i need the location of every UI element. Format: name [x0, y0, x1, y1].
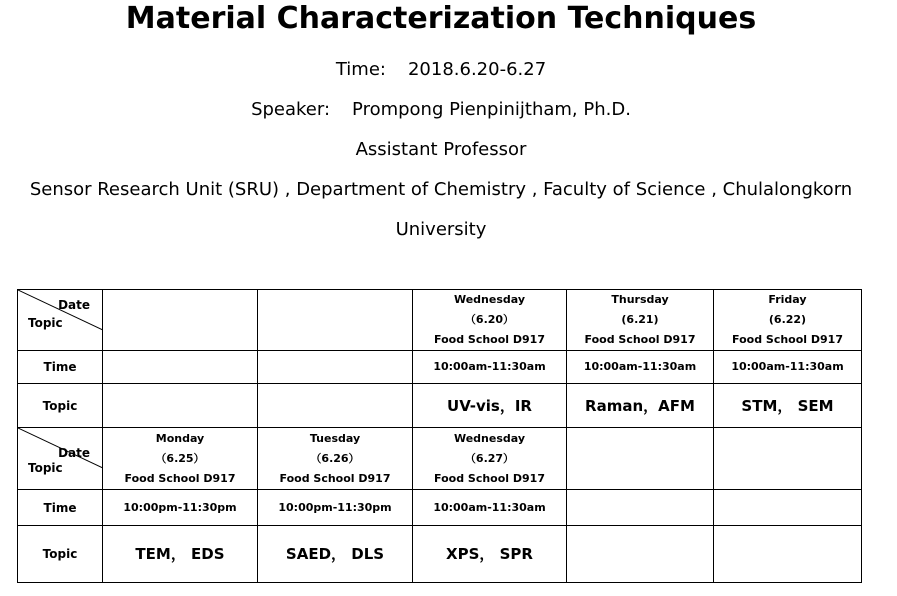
corner-topic-label: Topic: [28, 461, 63, 475]
topic-cell: TEM， EDS: [103, 526, 258, 583]
topic-cell: [567, 526, 714, 583]
week1-corner-cell: [18, 290, 103, 351]
corner-topic-label: Topic: [28, 316, 63, 330]
time-cell: 10:00pm-11:30pm: [258, 490, 413, 526]
week2-topic-row: [18, 526, 862, 583]
speaker-name: Prompong Pienpinijtham, Ph.D.: [352, 99, 631, 120]
week1-day-cell: [258, 290, 413, 351]
week1-day-cell: [103, 290, 258, 351]
day-name: Tuesday: [309, 431, 361, 445]
time-cell: 10:00am-11:30am: [413, 490, 567, 526]
topic-cell: [258, 384, 413, 428]
time-row-label: Time: [18, 490, 103, 526]
time-cell: [258, 351, 413, 384]
time-cell: 10:00am-11:30am: [567, 351, 714, 384]
day-room: Food School D917: [732, 333, 843, 346]
day-name: Friday: [768, 293, 807, 306]
corner-date-label: Date: [58, 446, 90, 460]
day-room: Food School D917: [124, 471, 236, 485]
week1-topic-row: [18, 384, 862, 428]
topic-cell: [714, 526, 862, 583]
week1-day-cell: [413, 290, 567, 351]
time-cell: [714, 490, 862, 526]
corner-date-label: Date: [58, 298, 90, 312]
week1-time-row: [18, 351, 862, 384]
week1-header-row: [18, 290, 862, 351]
day-name: Monday: [155, 431, 205, 445]
time-value: 2018.6.20-6.27: [407, 59, 547, 80]
week1-day-cell: [714, 290, 862, 351]
affiliation-line-1: Sensor Research Unit (SRU) , Department of Chemistry , Faculty of Science , Chulalongkorn: [29, 179, 853, 200]
topic-row-label: Topic: [18, 384, 103, 428]
topic-cell: UV-vis，IR: [413, 384, 567, 428]
topic-cell: [103, 384, 258, 428]
day-date: （6.25）: [155, 451, 205, 465]
day-date: （6.27）: [464, 451, 515, 465]
speaker-position: Assistant Professor: [355, 139, 527, 160]
day-date: (6.22): [768, 313, 807, 326]
week2-day-cell: [413, 428, 567, 490]
week2-corner-cell: [18, 428, 103, 490]
week1-day-cell: [567, 290, 714, 351]
time-line: [0, 58, 882, 82]
speaker-label: Speaker:: [251, 99, 331, 120]
week2-day-cell: [714, 428, 862, 490]
day-name: Wednesday: [453, 431, 526, 445]
topic-cell: STM， SEM: [714, 384, 862, 428]
affiliation-line-2: University: [395, 219, 487, 240]
topic-cell: XPS， SPR: [413, 526, 567, 583]
time-cell: [103, 351, 258, 384]
day-date: (6.21): [621, 313, 659, 326]
week2-header-row: [18, 428, 862, 490]
day-name: Thursday: [611, 293, 669, 306]
day-room: Food School D917: [434, 471, 545, 485]
time-cell: 10:00am-11:30am: [714, 351, 862, 384]
time-label: Time:: [335, 59, 386, 80]
day-date: （6.26）: [310, 451, 360, 465]
day-room: Food School D917: [279, 471, 391, 485]
time-cell: 10:00am-11:30am: [413, 351, 567, 384]
week2-day-cell: [258, 428, 413, 490]
speaker-line: [0, 98, 882, 122]
day-name: Wednesday: [453, 293, 526, 306]
day-room: Food School D917: [434, 333, 545, 346]
day-room: Food School D917: [584, 333, 696, 346]
time-cell: 10:00pm-11:30pm: [103, 490, 258, 526]
topic-cell: SAED， DLS: [258, 526, 413, 583]
topic-row-label: Topic: [18, 526, 103, 583]
week2-time-row: [18, 490, 862, 526]
topic-cell: Raman，AFM: [567, 384, 714, 428]
day-date: （6.20）: [464, 313, 515, 326]
time-row-label: Time: [18, 351, 103, 384]
schedule-table: [17, 289, 862, 583]
time-cell: [567, 490, 714, 526]
page-title: Material Characterization Techniques: [125, 1, 757, 36]
week2-day-cell: [103, 428, 258, 490]
week2-day-cell: [567, 428, 714, 490]
